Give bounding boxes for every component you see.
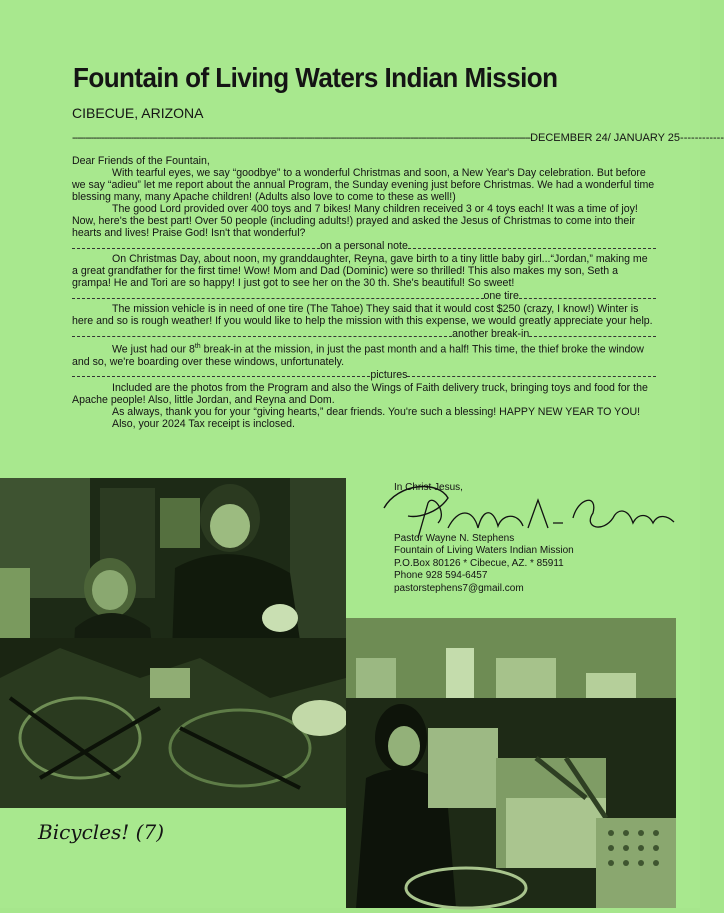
closing: In Christ Jesus, <box>394 482 463 493</box>
signer-org: Fountain of Living Waters Indian Mission <box>394 545 574 557</box>
signer-email: pastorstephens7@gmail.com <box>394 582 524 594</box>
signer-address: P.O.Box 80126 * Cibecue, AZ. * 85911 <box>394 557 564 569</box>
mission-city: CIBECUE, ARIZONA <box>72 105 204 121</box>
paragraph-tax: Also, your 2024 Tax receipt is inclosed. <box>112 417 295 430</box>
paragraph-tire: The mission vehicle is in need of one tire (The Tahoe) They said that it would cost $250 (crazy, I know!) Winter is here and so is rough weather! If you would like to help the mission with this expense, we would greatly appreciate your help. <box>72 303 653 327</box>
signature-block <box>394 482 574 596</box>
paragraph-personal: On Christmas Day, about noon, my granddaughter, Reyna, gave birth to a tiny little baby girl...“Jordan,” making me a great grandfather for the first time! Wow! Mom and Dad (Dominic) were so thrilled! This also makes my son, Seth a grampa! He and Tori are so happy! I just got to see her on the 30 th. She's beautiful! So sweet! <box>72 253 648 289</box>
section-divider-personal <box>72 240 656 252</box>
section-label: another break-in <box>452 328 530 340</box>
photo-program-children <box>0 478 346 808</box>
section-label: on a personal note <box>320 240 408 252</box>
mission-title: Fountain of Living Waters Indian Mission <box>73 62 558 93</box>
handwritten-caption: Bicycles! (7) <box>38 820 165 844</box>
signer-name: Pastor Wayne N. Stephens <box>394 532 515 544</box>
photo-girl-with-gifts <box>346 618 676 908</box>
section-divider-pictures <box>72 369 656 381</box>
section-label: pictures <box>370 368 408 381</box>
section-label: one tire <box>483 290 519 302</box>
paragraph-thanks: As always, thank you for your “giving hearts,” dear friends. You're such a blessing! HAPPY NEW YEAR TO YOU! <box>112 405 641 418</box>
signer-phone: Phone 928 594-6457 <box>394 570 488 582</box>
paragraph-toys: The good Lord provided over 400 toys and 7 bikes! Many children received 3 or 4 toys each! It was a time of joy! Now, here's the best part! Over 50 people (including adults!) prayed and asked the Jesus of Christmas to come into their hearts and lives! Praise God! Isn't that wonderful? <box>72 203 638 239</box>
letter-body <box>72 155 656 430</box>
paragraph-breakin: We just had our 8th break-in at the mission, in just the past month and a half! This time, the thief broke the window and so, we're boarding over these windows, unfortunately. <box>72 343 644 368</box>
letter-date: DECEMBER 24/ JANUARY 25 <box>530 132 681 144</box>
section-divider-tire <box>72 290 656 302</box>
greeting: Dear Friends of the Fountain, <box>72 155 210 167</box>
paragraph-pictures: Included are the photos from the Program and also the Wings of Faith delivery truck, bringing toys and food for the Apache people! Also, little Jordan, and Reyna and Dom. <box>72 381 648 406</box>
paragraph-program: With tearful eyes, we say “goodbye” to a wonderful Christmas and soon, a New Year's Day celebration. But before we say “adieu” let me report about the annual Program, the Sunday evening just before Christmas. We had a wonderful time blessing many, many Apache children! (Adults also love to come to these as well!) <box>72 167 655 203</box>
section-divider-breakin <box>72 328 656 340</box>
dateline: ----------------------------------------------------------------------------------------------------------------------------------------------------------------------------DECEMBER 24/ JANUARY 25------------ <box>72 132 724 144</box>
